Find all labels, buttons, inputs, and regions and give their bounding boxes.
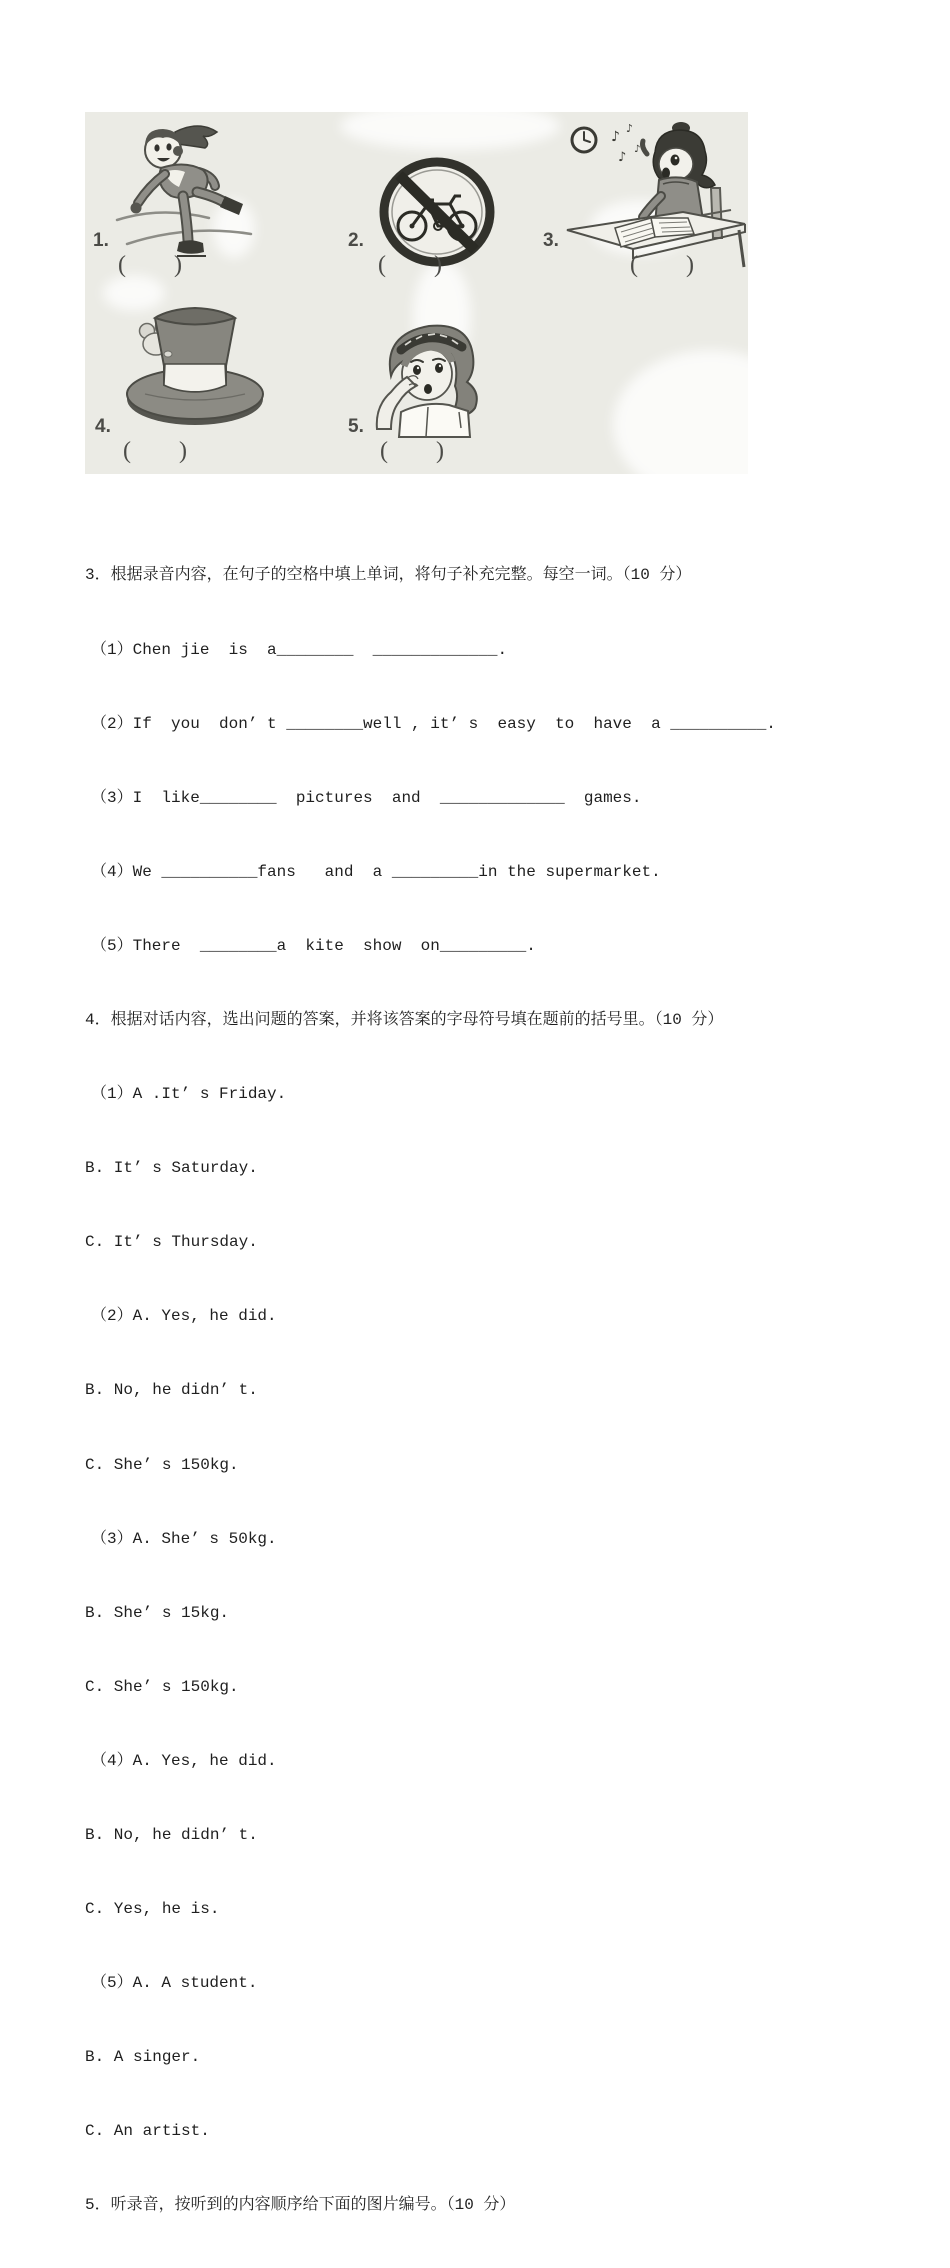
answer-brackets-5: ( ): [380, 438, 444, 464]
q4-item-5-option-c: C. An artist.: [85, 2122, 210, 2141]
q3-header: 3．根据录音内容，在句子的空格中填上单词，将句子补充完整。每空一词。（10 分）: [85, 566, 692, 585]
q4-item-3-option-c: C. She’ s 150kg.: [85, 1677, 239, 1696]
q3-item-2: （2）If you don’ t ________well , it’ s easy to have a __________.: [91, 714, 776, 733]
answer-brackets-2: ( ): [378, 252, 442, 278]
q4-item-4-option-a: （4）A. Yes, he did.: [91, 1751, 277, 1770]
q4-item-3-option-b: B. She’ s 15kg.: [85, 1603, 230, 1622]
q3-item-4: （4）We __________fans and a _________in the supermarket.: [91, 862, 661, 881]
answer-brackets-4: ( ): [123, 438, 187, 464]
top-hat-with-mouse-illustration: [121, 302, 267, 433]
q3-item-3: （3）I like________ pictures and _____________ games.: [91, 788, 642, 807]
q4-item-1-option-a: （1）A .It’ s Friday.: [91, 1085, 287, 1104]
girl-skating-icon: [113, 118, 263, 266]
answer-brackets-3: ( ): [630, 252, 694, 278]
q4-item-1-option-c: C. It’ s Thursday.: [85, 1233, 258, 1252]
q4-header: 4．根据对话内容，选出问题的答案，并将该答案的字母符号填在题前的括号里。（10 分）: [85, 1010, 724, 1029]
svg-text:♪: ♪: [618, 150, 627, 165]
picture-number-4: 4.: [95, 416, 111, 437]
q4-item-4-option-b: B. No, he didn’ t.: [85, 1826, 258, 1844]
q4-item-2-option-c: C. She’ s 150kg.: [85, 1455, 239, 1474]
sad-girl-illustration: [371, 316, 496, 443]
q3-item-1: （1）Chen jie is a________ _____________.: [91, 640, 508, 659]
q4-item-4-option-c: C. Yes, he is.: [85, 1900, 220, 1919]
q3-item-5: （5）There ________a kite show on_________.: [91, 936, 536, 955]
q4-item-1-option-b: B. It’ s Saturday.: [85, 1159, 258, 1178]
listening-pictures-panel: [85, 112, 748, 474]
scan-white-patch: [613, 350, 808, 500]
answer-brackets-1: ( ): [118, 252, 182, 278]
q4-item-5-option-b: B. A singer.: [85, 2048, 201, 2067]
svg-text:♪: ♪: [626, 122, 634, 135]
picture-number-1: 1.: [93, 230, 109, 251]
girl-skating-illustration: [113, 118, 263, 271]
svg-text:♪: ♪: [611, 129, 620, 145]
q4-item-2-option-a: （2）A. Yes, he did.: [91, 1307, 277, 1326]
sad-girl-icon: [371, 316, 496, 438]
picture-number-2: 2.: [348, 230, 364, 251]
picture-number-3: 3.: [543, 230, 559, 251]
top-hat-icon: [121, 302, 267, 428]
q4-item-2-option-b: B. No, he didn’ t.: [85, 1381, 258, 1400]
picture-number-5: 5.: [348, 416, 364, 437]
girl-singing-icon: [563, 118, 748, 270]
svg-text:♪: ♪: [634, 144, 641, 155]
q4-item-5-option-a: （5）A. A student.: [91, 1974, 258, 1993]
scan-white-patch: [340, 102, 560, 150]
q4-item-3-option-a: （3）A. She’ s 50kg.: [91, 1529, 277, 1548]
q5-header: 5．听录音，按听到的内容顺序给下面的图片编号。（10 分）: [85, 2196, 516, 2215]
questions-text-block: [85, 514, 915, 2268]
